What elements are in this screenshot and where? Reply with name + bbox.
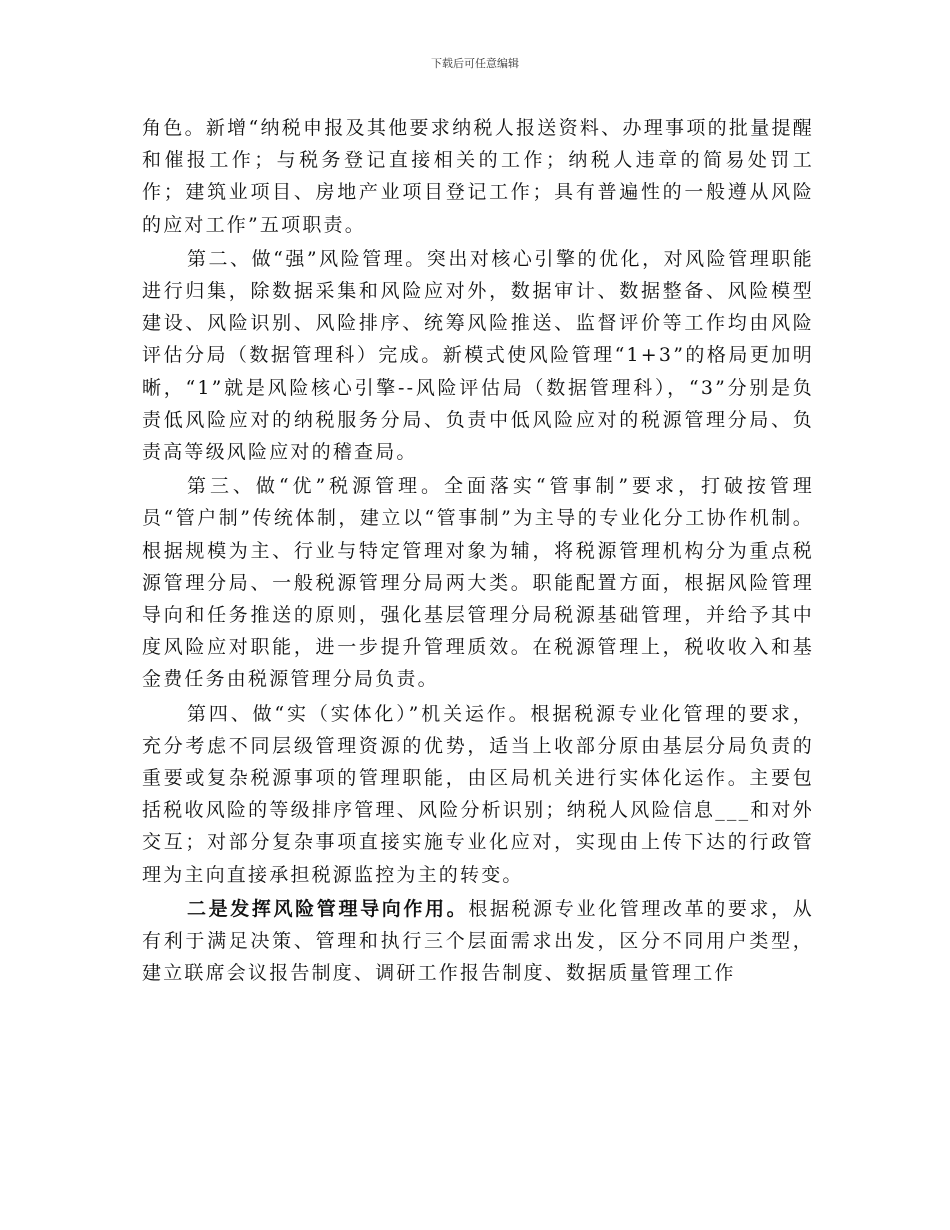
- paragraph-text: 根据税源专业化管理改革的要求，从有利于满足决策、管理和执行三个层面需求出发，区分不同用户类型，建立联席会议报告制度、调研工作报告制度、数据质量管理工作: [142, 897, 814, 985]
- paragraph-risk-guidance: [142, 893, 814, 990]
- download-note: 下载后可任意编辑: [431, 57, 519, 70]
- paragraph-roles: [142, 112, 814, 241]
- paragraph-risk-management: [142, 243, 814, 468]
- paragraph-lead-heading: 二是发挥风险管理导向作用。: [187, 897, 469, 920]
- paragraph-tax-source-management: [142, 470, 814, 695]
- paragraph-text: 角色。新增“纳税申报及其他要求纳税人报送资料、办理事项的批量提醒和催报工作；与税务登记直接相关的工作；纳税人违章的简易处罚工作；建筑业项目、房地产业项目登记工作；具有普遍性的一般遵从风险的应对工作”五项职责。: [142, 117, 814, 236]
- paragraph-text: 第三、做“优”税源管理。全面落实“管事制”要求，打破按管理员“管户制”传统体制，建立以“管事制”为主导的专业化分工协作机制。根据规模为主、行业与特定管理对象为辅，将税源管理机构分为重点税源管理分局、一般税源管理分局两大类。职能配置方面，根据风险管理导向和任务推送的原则，强化基层管理分局税源基础管理，并给予其中度风险应对职能，进一步提升管理质效。在税源管理上，税收收入和基金费任务由税源管理分局负责。: [142, 475, 814, 691]
- paragraph-text: 第二、做“强”风险管理。突出对核心引擎的优化，对风险管理职能进行归集，除数据采集和风险应对外，数据审计、数据整备、风险模型建设、风险识别、风险排序、统筹风险推送、监督评价等工作均由风险评估分局（数据管理科）完成。新模式使风险管理“1+3”的格局更加明晰，“1”就是风险核心引擎--风险评估局（数据管理科），“3”分别是负责低风险应对的纳税服务分局、负责中低风险应对的税源管理分局、负责高等级风险应对的稽查局。: [142, 247, 814, 464]
- document-body: [142, 112, 814, 991]
- paragraph-text: 第四、做“实（实体化）”机关运作。根据税源专业化管理的要求，充分考虑不同层级管理资源的优势，适当上收部分原由基层分局负责的重要或复杂税源事项的管理职能，由区局机关进行实体化运作。主要包括税收风险的等级排序管理、风险分析识别；纳税人风险信息___和对外交互；对部分复杂事项直接实施专业化应对，实现由上传下达的行政管理为主向直接承担税源监控为主的转变。: [142, 702, 814, 886]
- paragraph-agency-operation: [142, 698, 814, 891]
